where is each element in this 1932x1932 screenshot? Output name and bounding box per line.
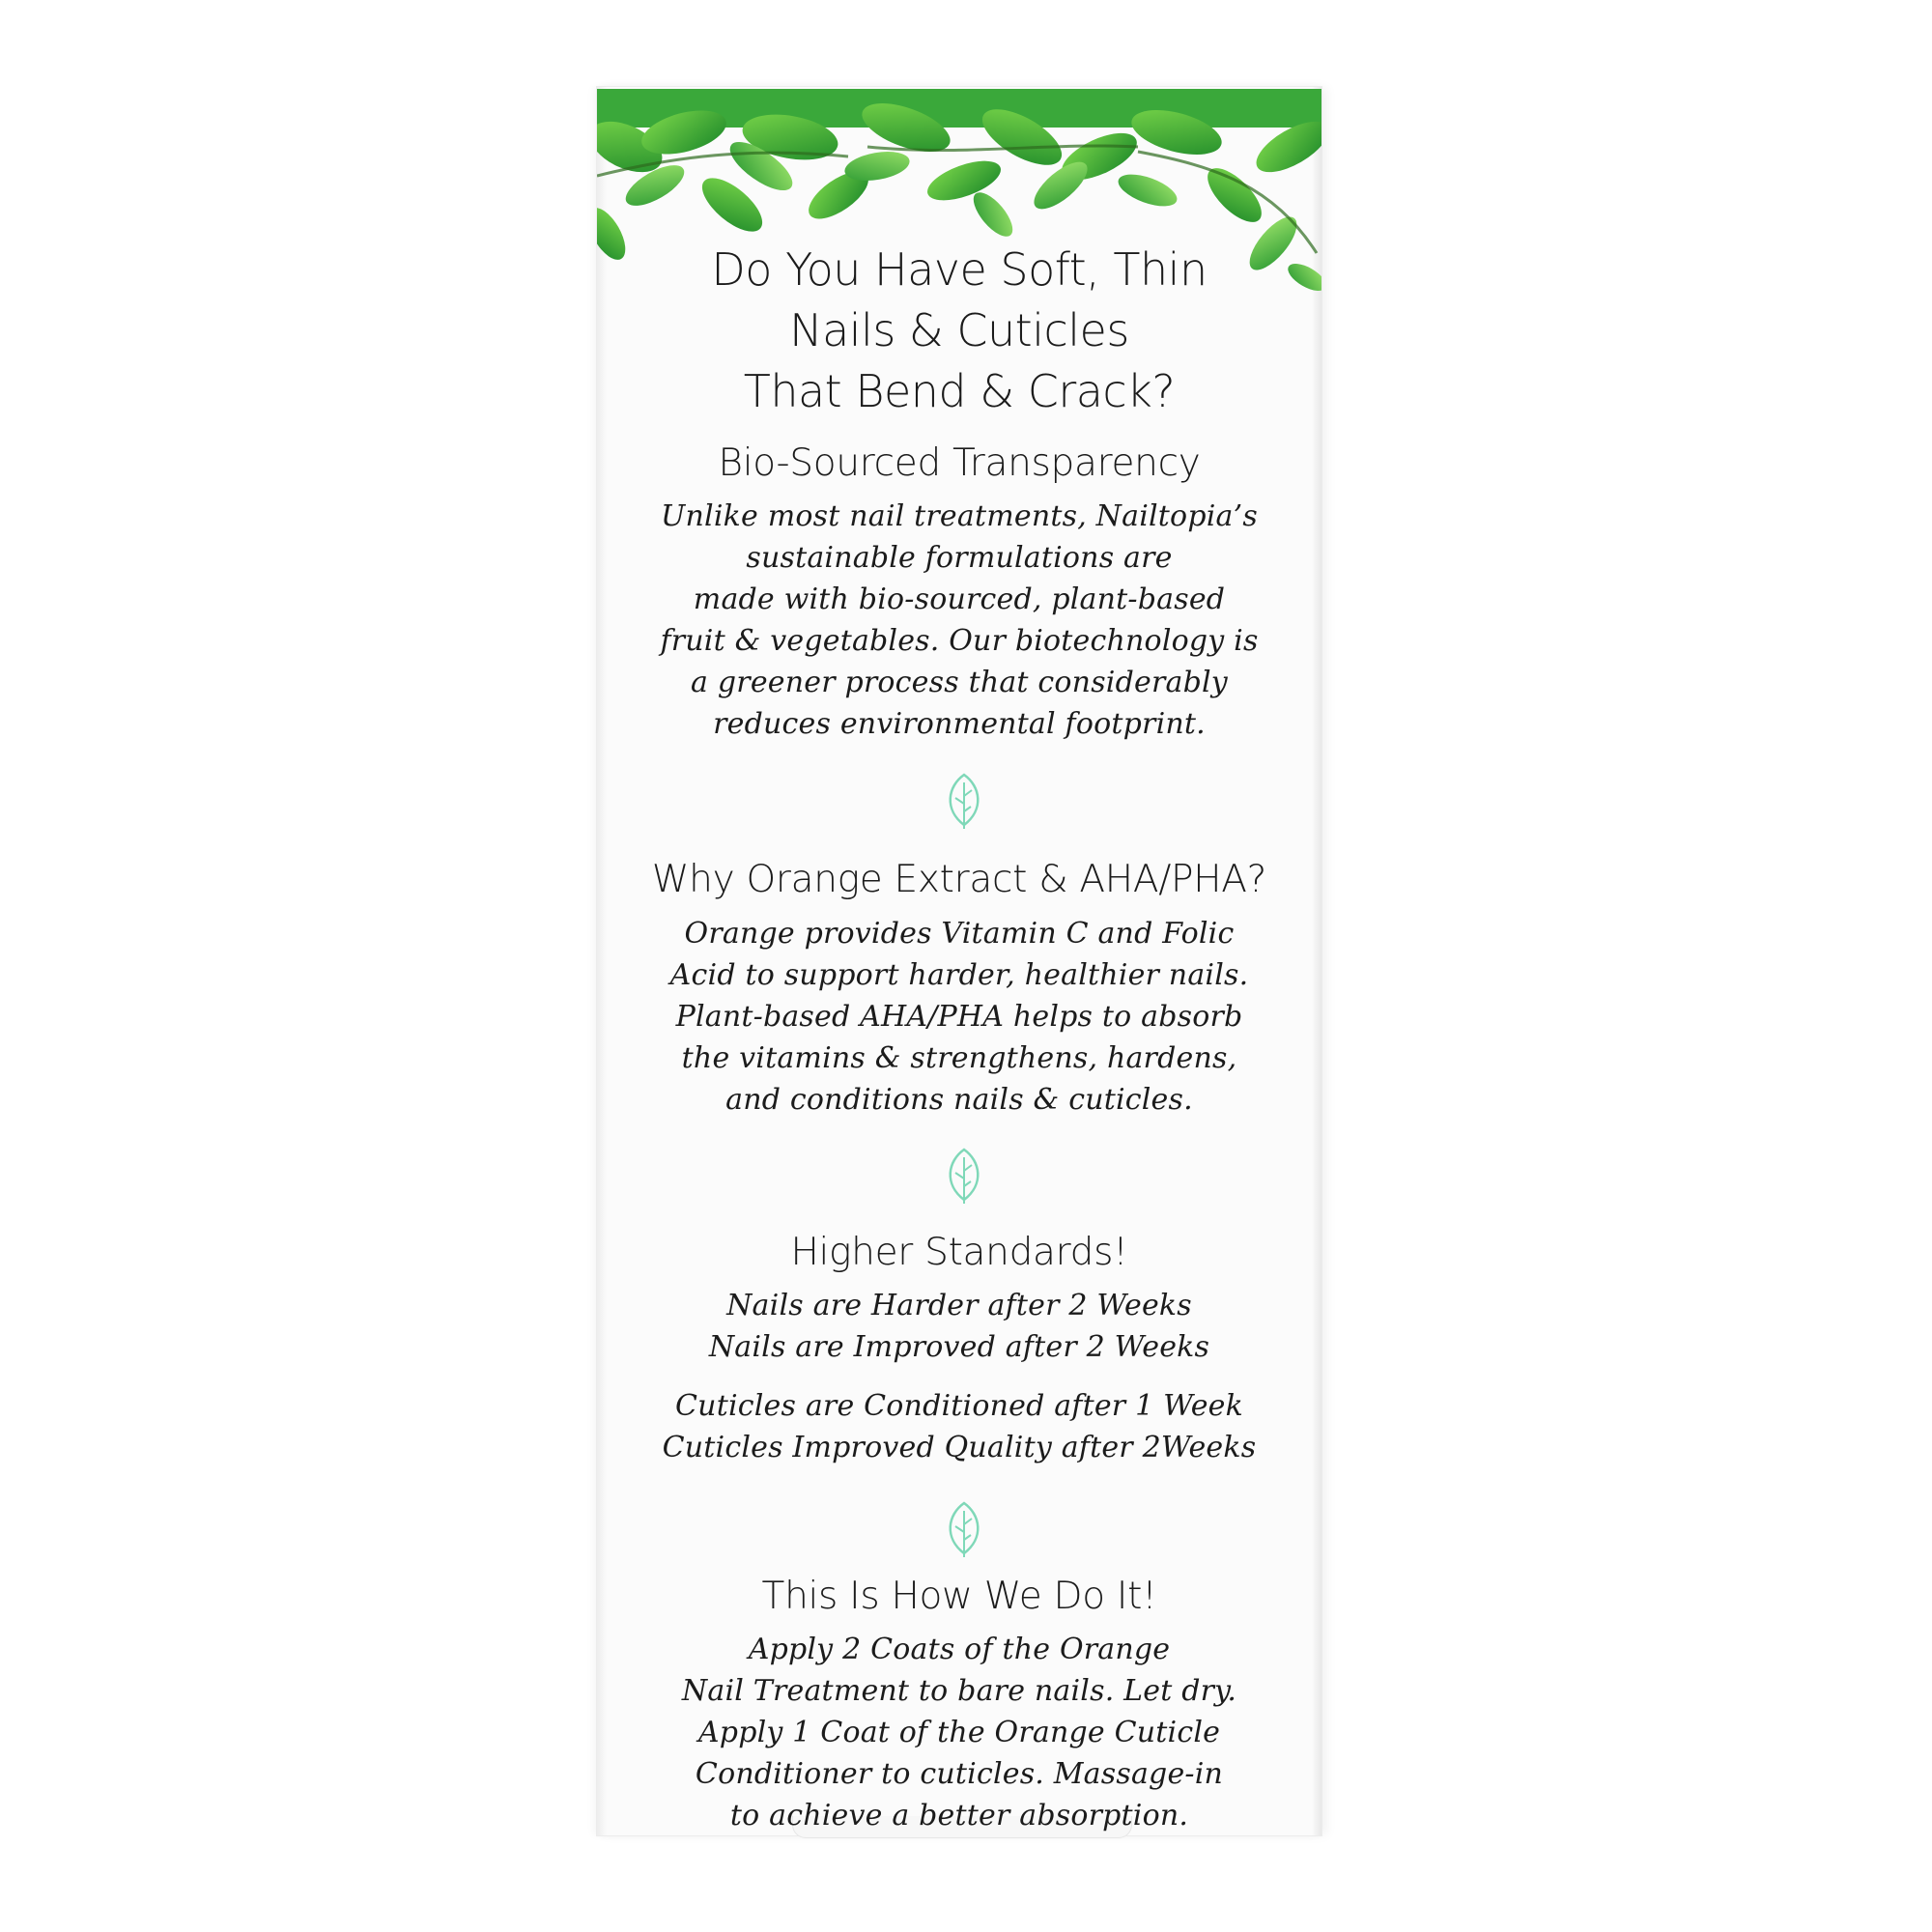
headline xyxy=(597,240,1321,422)
section-body-nails-results xyxy=(597,1285,1321,1368)
body-line: Acid to support harder, healthier nails. xyxy=(669,958,1249,992)
body-line: Apply 2 Coats of the Orange xyxy=(748,1633,1171,1666)
body-line: Cuticles are Conditioned after 1 Week xyxy=(675,1389,1243,1423)
body-line: Nail Treatment to bare nails. Let dry. xyxy=(681,1674,1237,1708)
section-body-how-we-do-it xyxy=(597,1629,1321,1836)
body-line: reduces environmental footprint. xyxy=(713,707,1206,741)
body-line: Apply 1 Coat of the Orange Cuticle xyxy=(697,1716,1221,1749)
body-line: Unlike most nail treatments, Nailtopia’s xyxy=(661,499,1258,533)
body-line: and conditions nails & cuticles. xyxy=(725,1083,1193,1117)
body-line: Cuticles Improved Quality after 2Weeks xyxy=(662,1431,1257,1464)
section-title-how-we-do-it: This Is How We Do It! xyxy=(761,1575,1157,1618)
body-line: a greener process that considerably xyxy=(691,666,1228,699)
body-line: made with bio-sourced, plant-based xyxy=(693,582,1226,616)
body-line: to achieve a better absorption. xyxy=(729,1799,1189,1833)
body-line: Nails are Improved after 2 Weeks xyxy=(708,1330,1210,1364)
body-line: Orange provides Vitamin C and Folic xyxy=(684,917,1235,951)
leaf-icon xyxy=(942,771,986,831)
section-body-cuticle-results xyxy=(597,1385,1321,1468)
body-line: the vitamins & strengthens, hardens, xyxy=(681,1041,1237,1075)
headline-line: That Bend & Crack? xyxy=(743,365,1176,417)
section-body-orange-extract xyxy=(597,913,1321,1121)
body-line: Plant-based AHA/PHA helps to absorb xyxy=(675,1000,1243,1034)
headline-line: Nails & Cuticles xyxy=(789,304,1129,356)
leaf-icon xyxy=(942,1499,986,1559)
section-title-orange-extract: Why Orange Extract & AHA/PHA? xyxy=(651,858,1267,901)
body-line: sustainable formulations are xyxy=(746,541,1173,575)
leaf-icon xyxy=(942,1146,986,1206)
body-line: Nails are Harder after 2 Weeks xyxy=(726,1289,1192,1322)
body-line: fruit & vegetables. Our biotechnology is xyxy=(660,624,1259,658)
section-title-higher-standards: Higher Standards! xyxy=(790,1231,1128,1274)
section-title-bio-sourced: Bio-Sourced Transparency xyxy=(718,441,1201,485)
headline-line: Do You Have Soft, Thin xyxy=(711,243,1208,296)
section-body-bio-sourced xyxy=(597,496,1321,745)
body-line: Conditioner to cuticles. Massage-in xyxy=(695,1757,1224,1791)
